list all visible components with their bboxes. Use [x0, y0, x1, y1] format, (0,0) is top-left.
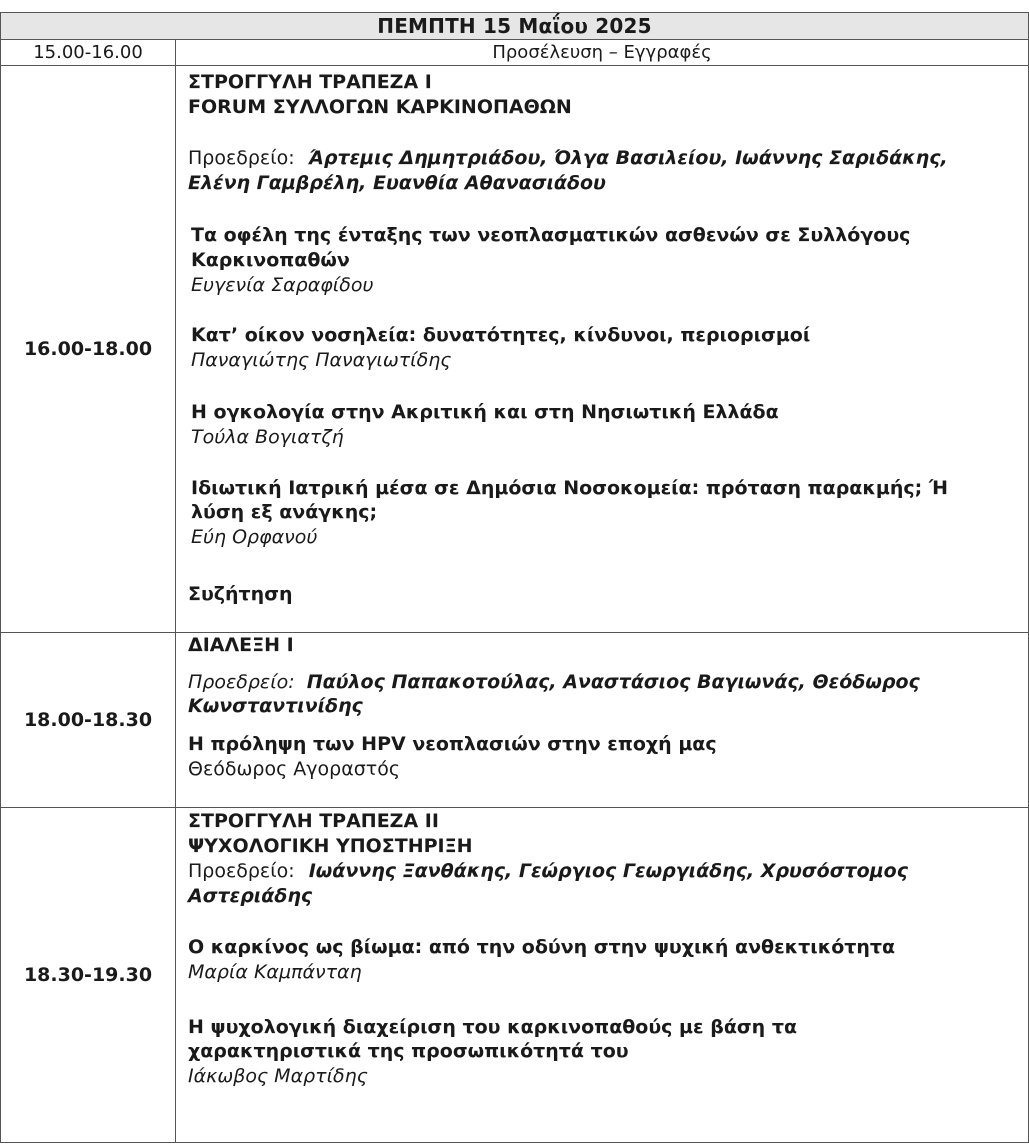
session-subtitle: ΨΥΧΟΛΟΓΙΚΗ ΥΠΟΣΤΗΡΙΞΗ [188, 835, 473, 857]
session-title: ΔΙΑΛΕΞΗ Ι [188, 634, 294, 656]
table-row [0, 40, 1029, 66]
content-cell [176, 66, 1028, 632]
talk-title: Τα οφέλη της ένταξης των νεοπλασματικών ασθενών σε Συλλόγους [191, 224, 911, 246]
talk-speaker: Τούλα Βογιατζή [191, 426, 344, 448]
table-row [0, 633, 1029, 808]
talk-title: Η ψυχολογική διαχείριση του καρκινοπαθούς με βάση τα [188, 1016, 798, 1038]
content-cell [176, 40, 1028, 65]
content-cell [176, 633, 1028, 807]
table-row [0, 66, 1029, 633]
chairs-names: Ιωάννης Ξανθάκης, Γεώργιος Γεωργιάδης, Χρυσόστομος [308, 860, 909, 882]
talk-speaker: Μαρία Καμπάνταη [188, 961, 362, 983]
talk-title: Η ογκολογία στην Ακριτική και στη Νησιωτική Ελλάδα [191, 401, 779, 423]
chairs-names-cont: Αστεριάδης [188, 885, 313, 907]
time-cell: 18.00-18.30 [1, 633, 176, 807]
talk-title: Κατ’ οίκον νοσηλεία: δυνατότητες, κίνδυνοι, περιορισμοί [191, 324, 811, 346]
chairs-line [188, 859, 908, 884]
talk-title: Η πρόληψη των HPV νεοπλασιών στην εποχή μας [188, 733, 717, 755]
talk-speaker: Παναγιώτης Παναγιωτίδης [191, 349, 452, 371]
day-header: ΠΕΜΠΤΗ 15 Μαΐου 2025 [0, 12, 1029, 40]
talk-speaker: Ιάκωβος Μαρτίδης [188, 1065, 368, 1087]
talk-speaker: Ευγενία Σαραφίδου [191, 274, 374, 296]
table-row [0, 808, 1029, 1143]
talk-speaker: Θεόδωρος Αγοραστός [188, 758, 400, 780]
talk-title-cont: λύση εξ ανάγκης; [191, 501, 378, 523]
session-title: ΣΤΡΟΓΓΥΛΗ ΤΡΑΠΕΖΑ ΙΙ [188, 810, 439, 832]
chairs-label: Προεδρείο: [188, 860, 295, 882]
time-cell: 18.30-19.30 [1, 808, 176, 1142]
chairs-label: Προεδρείο: [188, 147, 295, 169]
chairs-names-cont: Ελένη Γαμβρέλη, Ευανθία Αθανασιάδου [188, 172, 606, 194]
talk-speaker: Εύη Ορφανού [191, 526, 318, 548]
content-cell [176, 808, 1028, 1142]
talk-title: Ιδιωτική Ιατρική μέσα σε Δημόσια Νοσοκομεία: πρόταση παρακμής; Ή [191, 477, 949, 499]
talk-title-cont: Καρκινοπαθών [191, 249, 350, 271]
chairs-names-cont: Κωνσταντινίδης [188, 695, 363, 717]
talk-title: Ο καρκίνος ως βίωμα: από την οδύνη στην ψυχική ανθεκτικότητα [188, 936, 896, 958]
chairs-names: Παύλος Παπακοτούλας, Αναστάσιος Βαγιωνάς, Θεόδωρος [306, 671, 920, 693]
time-cell: 16.00-18.00 [1, 66, 176, 632]
discussion-label: Συζήτηση [188, 583, 293, 605]
session-title: ΣΤΡΟΓΓΥΛΗ ΤΡΑΠΕΖΑ Ι [188, 71, 432, 93]
registration-text: Προσέλευση – Εγγραφές [492, 42, 712, 63]
session-subtitle: FORUM ΣΥΛΛΟΓΩΝ ΚΑΡΚΙΝΟΠΑΘΩΝ [188, 96, 572, 118]
chairs-label: Προεδρείο: [188, 671, 295, 693]
chairs-line [188, 670, 920, 695]
talk-title-cont: χαρακτηριστικά της προσωπικότητά του [188, 1040, 629, 1062]
chairs-names: Άρτεμις Δημητριάδου, Όλγα Βασιλείου, Ιωάννης Σαριδάκης, [308, 147, 948, 169]
chairs-line [188, 146, 948, 171]
time-cell: 15.00-16.00 [1, 40, 176, 65]
